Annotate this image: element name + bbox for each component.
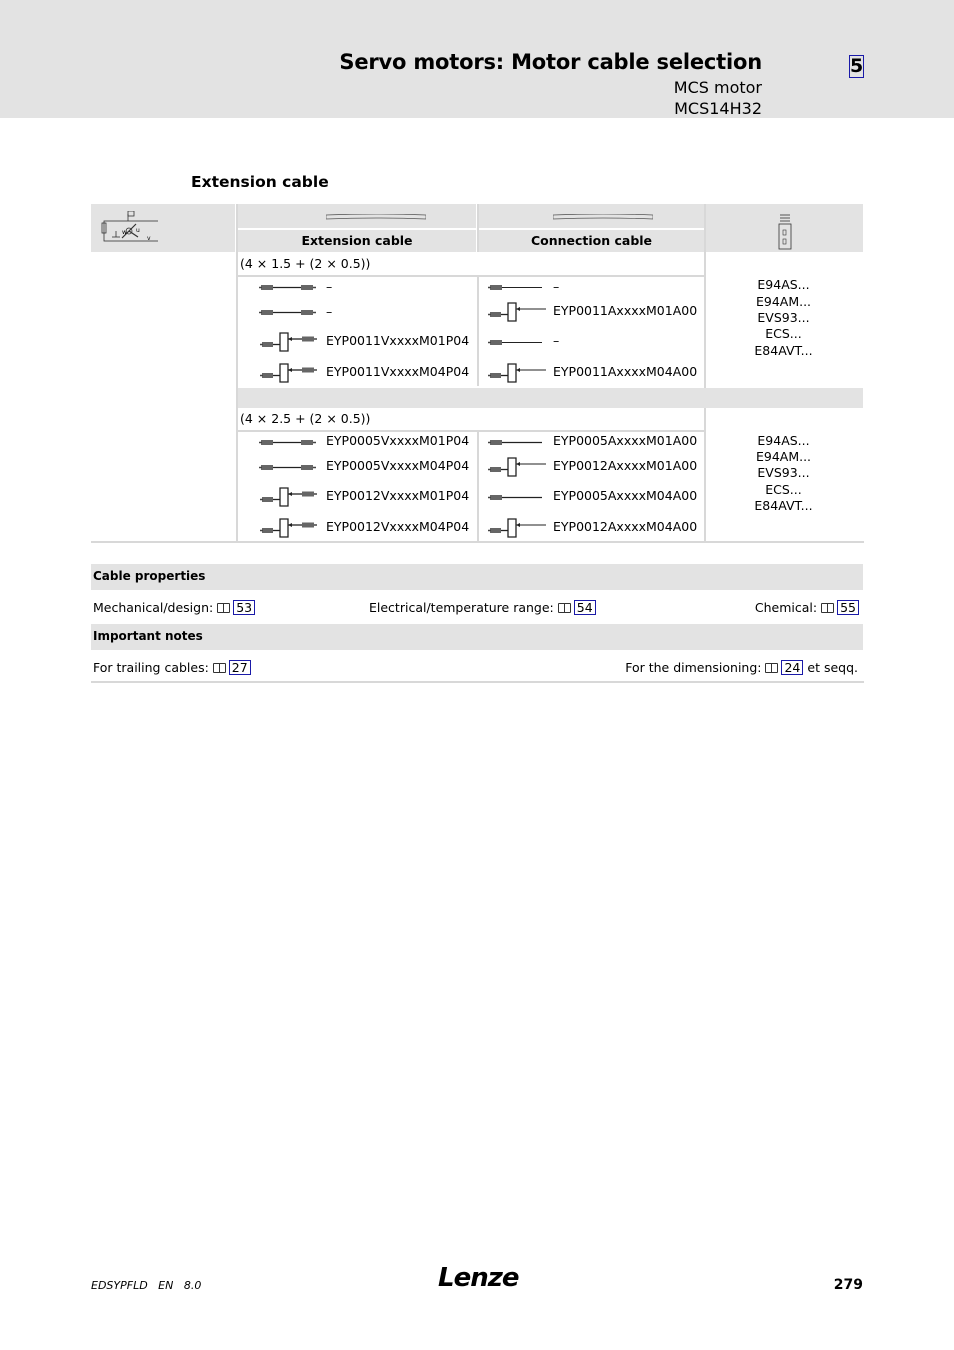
group-separator — [238, 388, 863, 408]
chemical-page-link[interactable]: 55 — [837, 600, 859, 615]
straight-cable-icon — [259, 460, 317, 474]
straight-cable-icon — [259, 280, 317, 294]
cable-icon — [553, 214, 653, 220]
connection-cable-label: Connection cable — [530, 233, 653, 248]
extension-cable-header — [238, 230, 476, 252]
straight-cable-icon — [259, 435, 317, 449]
motor-terminal-icon — [98, 211, 158, 245]
angled-plug-cable-icon — [488, 360, 548, 384]
group1-con-row1: – — [553, 279, 560, 294]
chemical-ref — [755, 600, 859, 615]
electrical-label: Electrical/temperature range: — [369, 600, 554, 615]
mechanical-label: Mechanical/design: — [93, 600, 214, 615]
angled-plug-cable-icon — [260, 515, 320, 539]
group2-ext-row4: EYP0012VxxxxM04P04 — [326, 519, 470, 534]
angled-plug-cable-icon — [260, 484, 320, 508]
divider — [238, 430, 704, 432]
svg-text:w: w — [122, 229, 127, 236]
group1-ext-row4: EYP0011VxxxxM04P04 — [326, 364, 470, 379]
group2-controller-4: ECS... — [765, 482, 802, 497]
group1-controller-5: E84AVT... — [754, 343, 813, 358]
notes-heading-bar — [91, 624, 863, 650]
trailing-ref — [93, 660, 251, 675]
table-bottom-rule — [91, 541, 864, 543]
dimension-label: For the dimensioning: — [625, 660, 762, 675]
chemical-label: Chemical: — [754, 600, 818, 615]
svg-text:u: u — [136, 227, 140, 234]
group1-ext-row1: – — [326, 279, 333, 294]
angled-plug-cable-icon — [260, 360, 320, 384]
group2-ext-row3: EYP0012VxxxxM01P04 — [326, 488, 470, 503]
straight-cable-icon — [488, 335, 546, 349]
dimension-ref — [625, 660, 858, 675]
straight-cable-icon — [488, 435, 546, 449]
notes-bottom-rule — [91, 681, 864, 683]
mechanical-ref — [93, 600, 255, 615]
book-icon — [217, 603, 230, 613]
group2-spec: (4 × 2.5 + (2 × 0.5)) — [240, 411, 371, 426]
page-subtitle-motor: MCS motor — [673, 78, 762, 97]
group1-controller-1: E94AS... — [757, 277, 810, 292]
angled-plug-cable-icon — [488, 515, 548, 539]
properties-heading-bar — [91, 564, 863, 590]
straight-cable-icon — [488, 280, 546, 294]
book-icon — [558, 603, 571, 613]
svg-text:v: v — [147, 235, 151, 242]
straight-cable-icon — [488, 490, 546, 504]
footer-doc-id: EDSYPFLD EN 8.0 — [91, 1279, 202, 1292]
mechanical-page-link[interactable]: 53 — [233, 600, 255, 615]
group2-controller-3: EVS93... — [757, 465, 810, 480]
group1-controller-2: E94AM... — [755, 294, 812, 309]
divider — [477, 276, 479, 386]
group2-con-row1: EYP0005AxxxxM01A00 — [553, 433, 698, 448]
group1-con-row4: EYP0011AxxxxM04A00 — [553, 364, 698, 379]
group1-con-row3: – — [553, 333, 560, 348]
group1-controller-3: EVS93... — [757, 310, 810, 325]
group1-ext-row3: EYP0011VxxxxM01P04 — [326, 333, 470, 348]
divider — [236, 204, 238, 542]
straight-cable-icon — [259, 305, 317, 319]
section-title: Extension cable — [191, 173, 329, 191]
group2-controller-1: E94AS... — [757, 433, 810, 448]
group1-con-row2: EYP0011AxxxxM01A00 — [553, 303, 698, 318]
group2-controller-2: E94AM... — [755, 449, 812, 464]
lenze-logo: Lenze — [438, 1263, 519, 1293]
book-icon — [765, 663, 778, 673]
motor-header-cell — [91, 204, 235, 252]
cable-icon — [326, 214, 426, 220]
group2-ext-row2: EYP0005VxxxxM04P04 — [326, 458, 470, 473]
group2-con-row3: EYP0005AxxxxM04A00 — [553, 488, 698, 503]
controller-icon — [778, 212, 792, 250]
group2-ext-row1: EYP0005VxxxxM01P04 — [326, 433, 470, 448]
divider — [477, 204, 479, 252]
angled-plug-cable-icon — [488, 299, 548, 323]
electrical-ref — [369, 600, 596, 615]
page-subtitle-model: MCS14H32 — [674, 99, 762, 118]
book-icon — [821, 603, 834, 613]
notes-heading: Important notes — [93, 629, 203, 643]
trailing-page-link[interactable]: 27 — [229, 660, 251, 675]
divider — [238, 275, 704, 277]
group1-controller-4: ECS... — [765, 326, 802, 341]
extension-cable-label: Extension cable — [301, 233, 413, 248]
connection-cable-header — [479, 230, 704, 252]
extension-cable-icon-cell — [238, 204, 476, 228]
page-number: 279 — [833, 1277, 863, 1293]
group2-con-row2: EYP0012AxxxxM01A00 — [553, 458, 698, 473]
group2-con-row4: EYP0012AxxxxM04A00 — [553, 519, 698, 534]
group1-spec: (4 × 1.5 + (2 × 0.5)) — [240, 256, 371, 271]
electrical-page-link[interactable]: 54 — [574, 600, 596, 615]
book-icon — [213, 663, 226, 673]
angled-plug-cable-icon — [488, 454, 548, 478]
angled-plug-cable-icon — [260, 329, 320, 353]
controller-header-cell — [706, 204, 863, 252]
chapter-number[interactable]: 5 — [850, 55, 864, 77]
page-title: Servo motors: Motor cable selection — [339, 50, 762, 74]
connection-cable-icon-cell — [479, 204, 704, 228]
trailing-label: For trailing cables: — [93, 660, 209, 675]
group2-controller-5: E84AVT... — [754, 498, 813, 513]
dimension-page-link[interactable]: 24 — [781, 660, 803, 675]
properties-heading: Cable properties — [93, 569, 206, 583]
group1-ext-row2: – — [326, 304, 333, 319]
dimension-suffix: et seqq. — [807, 660, 858, 675]
divider — [477, 430, 479, 542]
